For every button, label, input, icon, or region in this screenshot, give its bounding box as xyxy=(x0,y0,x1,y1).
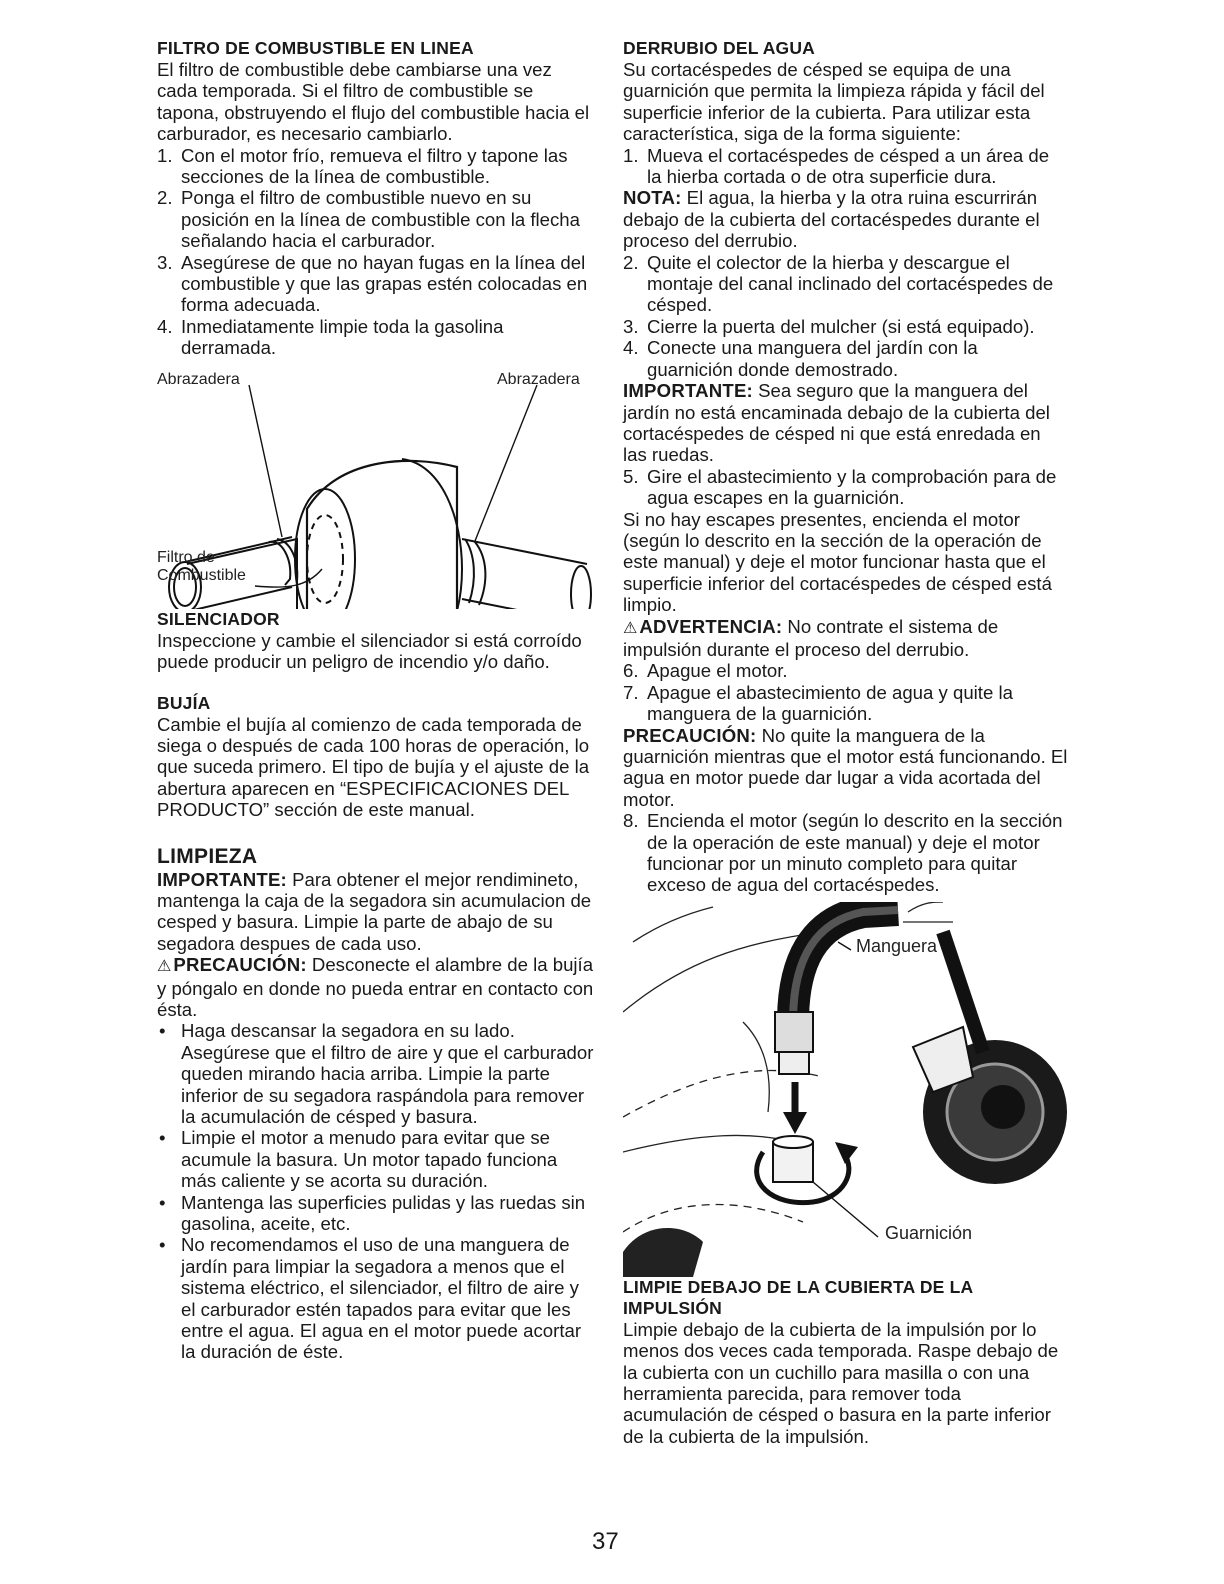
list-item: 1. Con el motor frío, remueva el filtro y tapone las secciones de la línea de combustible. xyxy=(157,144,568,188)
list-item: 6. Apague el motor. xyxy=(623,660,788,682)
left-column xyxy=(157,38,597,1363)
hose-figure xyxy=(623,902,1068,1277)
fitting-label: Guarnición xyxy=(885,1222,973,1243)
muffler-heading: SILENCIADOR xyxy=(157,608,280,629)
fuel-filter-steps xyxy=(157,145,597,359)
spark-plug-text: Cambie el bujía al comienzo de cada temporada de siega o después de cada 100 horas de operación, lo que suceda primero. El tipo de bujía y el ajuste de la abertura aparecen en “ESPECIFICACIONES DEL PRODUCTO” sección de este manual. xyxy=(157,713,590,821)
list-item: 5. Gire el abastecimiento y la comprobación para de agua escapes en la guarnición. xyxy=(623,465,1057,509)
fuel-filter-heading: FILTRO DE COMBUSTIBLE EN LINEA xyxy=(157,38,474,58)
list-item: 2. Quite el colector de la hierba y descargue el montaje del canal inclinado del cortacéspedes de césped. xyxy=(623,251,1054,316)
list-item: 4. Conecte una manguera del jardín con la guarnición donde demostrado. xyxy=(623,337,978,380)
washout-caution: PRECAUCIÓN: No quite la manguera de la guarnición mientras que el motor está funcionando. El agua en motor puede dar lugar a vida acortada del motor. xyxy=(623,724,1068,810)
muffler-text: Inspeccione y cambie el silenciador si está corroído puede producir un peligro de incendio y/o daño. xyxy=(157,629,582,673)
cleaning-heading: LIMPIEZA xyxy=(157,844,258,868)
hose-fitting-illustration xyxy=(623,902,1068,1277)
deck-text: Limpie debajo de la cubierta de la impulsión por lo menos dos veces cada temporada. Raspe debajo de la cubierta con un cuchillo para masilla o con una herramienta parecida, para remover toda acumulación de césped o basura en la parte inferior de la cubierta de la impulsión. xyxy=(623,1318,1059,1447)
washout-note: NOTA: El agua, la hierba y la otra ruina escurrirán debajo de la cubierta del cortacéspedes durante el proceso del derrubio. xyxy=(623,187,1040,252)
list-item: 2. Ponga el filtro de combustible nuevo en su posición en la línea de combustible con la flecha señalando hacia el carburador. xyxy=(157,187,580,252)
washout-important: IMPORTANTE: Sea seguro que la manguera del jardín no está encaminada debajo de la cubierta del cortacéspedes de césped ni que está enredada en las ruedas. xyxy=(623,380,1050,466)
warning-triangle-icon: ⚠ xyxy=(157,958,172,976)
filter-label-line2: Combustible xyxy=(157,566,246,584)
list-item: 8. Encienda el motor (según lo descrito en la sección de la operación de este manual) y deje el motor funcionar por un minuto completo para quitar exceso de agua del cortacéspedes. xyxy=(623,810,1063,896)
cleaning-bullets xyxy=(157,1020,597,1363)
spark-plug-heading: BUJÍA xyxy=(157,692,211,713)
hose-label: Manguera xyxy=(856,935,938,956)
list-item: • No recomendamos el uso de una manguera de jardín para limpiar la segadora a menos que el sistema eléctrico, el silenciador, el filtro de aire y el carburador estén tapados para evitar que les entre el agua. El agua en el motor puede acortar la duración de éste. xyxy=(159,1234,582,1363)
list-item: 7. Apague el abastecimiento de agua y quite la manguera de la guarnición. xyxy=(623,681,1013,725)
list-item: 1. Mueva el cortacéspedes de césped a un área de la hierba cortada o de otra superficie dura. xyxy=(623,144,1050,188)
fuel-filter-intro: El filtro de combustible debe cambiarse una vez cada temporada. Si el filtro de combustible se tapona, obstruyendo el flujo del combustible hacia el carburador, es necesario cambiarlo. xyxy=(157,59,590,145)
filter-label-line1: Filtro de xyxy=(157,548,215,566)
list-item: • Mantenga las superficies pulidas y las ruedas sin gasolina, aceite, etc. xyxy=(159,1191,586,1235)
washout-steps-6-7 xyxy=(623,660,1068,724)
washout-heading: DERRUBIO DEL AGUA xyxy=(623,38,816,58)
deck-heading: LIMPIE DEBAJO DE LA CUBIERTA DE LA IMPULSIÓN xyxy=(623,1276,973,1318)
warning-triangle-icon: ⚠ xyxy=(623,619,638,637)
clamp-left-label: Abrazadera xyxy=(157,370,240,388)
cleaning-important: IMPORTANTE: Para obtener el mejor rendimineto, mantenga la caja de la segadora sin acumulacion de cesped y basura. Limpie la parte de abajo de su segadora despues de cada uso. xyxy=(157,868,592,954)
list-item: 3. Cierre la puerta del mulcher (si está equipado). xyxy=(623,315,1035,337)
clamp-right-label: Abrazadera xyxy=(497,370,580,388)
list-item: • Limpie el motor a menudo para evitar que se acumule la basura. Un motor tapado funciona más caliente y se acorta su duración. xyxy=(159,1127,558,1192)
washout-intro: Su cortacéspedes de césped se equipa de una guarnición que permita la limpieza rápida y fácil del superficie inferior de la cubierta. Para utilizar esta característica, siga de la forma siguiente: xyxy=(623,59,1045,145)
washout-no-leaks: Si no hay escapes presentes, encienda el motor (según lo descrito en la sección de la operación de este manual) y deje el motor funcionar hasta que el superficie inferior del cortacéspedes de césped está limpio. xyxy=(623,508,1052,616)
fuel-filter-figure xyxy=(157,359,597,609)
list-item: 4. Inmediatamente limpie toda la gasolina derramada. xyxy=(157,315,504,359)
list-item: 3. Asegúrese de que no hayan fugas en la línea del combustible y que las grapas estén colocadas en forma adecuada. xyxy=(157,251,588,316)
washout-steps-2-4 xyxy=(623,252,1068,380)
right-column xyxy=(623,38,1068,1447)
page-number: 37 xyxy=(592,1528,619,1555)
cleaning-caution: ⚠ PRECAUCIÓN: Desconecte el alambre de la bujía y póngalo en donde no pueda entrar en contacto con ésta. xyxy=(157,954,594,1020)
washout-warning: ⚠ ADVERTENCIA: No contrate el sistema de impulsión durante el proceso del derrubio. xyxy=(623,615,999,660)
list-item: • Haga descansar la segadora en su lado. Asegúrese que el filtro de aire y que el carburador queden mirando hacia arriba. Limpie la parte inferior de su segadora raspándola para remover la acumulación de césped y basura. xyxy=(159,1020,594,1127)
